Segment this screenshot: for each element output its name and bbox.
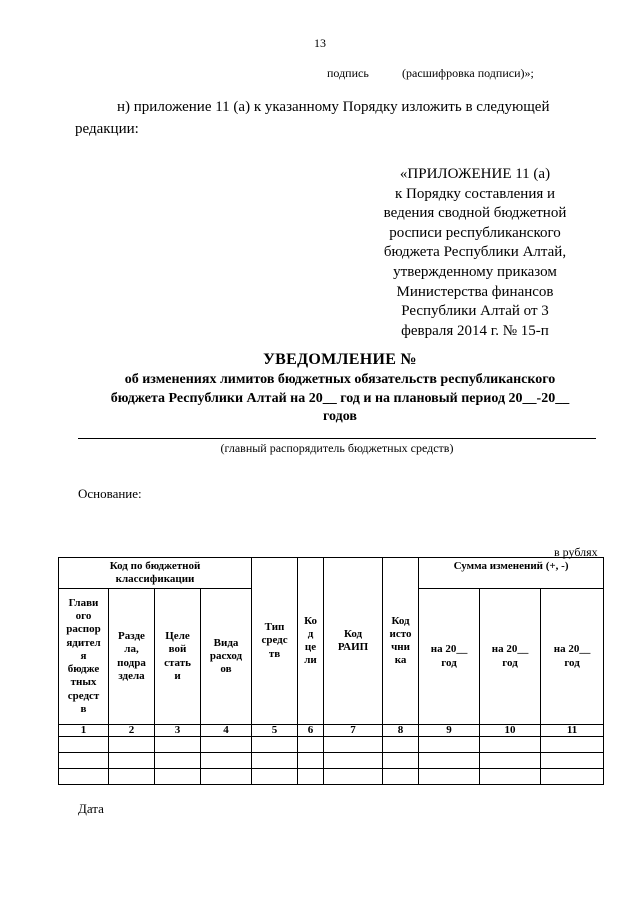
col-header-target-code: Ко д це ли <box>298 558 324 725</box>
notice-subtitle-line-1: об изменениях лимитов бюджетных обязательств республиканского <box>124 372 556 387</box>
appendix-line: февраля 2014 г. № 15-п <box>401 322 549 339</box>
table-cell <box>252 769 298 785</box>
table-cell <box>252 737 298 753</box>
table-row <box>59 737 604 753</box>
table-cell <box>109 753 155 769</box>
column-number: 7 <box>324 725 383 737</box>
table-cell <box>324 753 383 769</box>
column-number: 5 <box>252 725 298 737</box>
amendment-paragraph <box>75 96 605 140</box>
table-row <box>59 769 604 785</box>
col-header-year-3: на 20__ год <box>541 589 604 725</box>
notice-heading <box>70 349 610 427</box>
column-number: 6 <box>298 725 324 737</box>
table-cell <box>201 769 252 785</box>
table-cell <box>298 753 324 769</box>
appendix-line: Республики Алтай от 3 <box>401 303 549 320</box>
distributor-underline <box>78 438 596 439</box>
budget-changes-table <box>58 557 604 785</box>
table-row <box>59 753 604 769</box>
table-cell <box>541 769 604 785</box>
table-cell <box>383 753 419 769</box>
table-cell <box>59 737 109 753</box>
table-cell <box>201 737 252 753</box>
column-number: 1 <box>59 725 109 737</box>
date-label: Дата <box>78 801 104 816</box>
budget-code-group-header: Код по бюджетной классификации <box>59 558 252 589</box>
column-number: 11 <box>541 725 604 737</box>
appendix-line: ведения сводной бюджетной <box>383 205 567 222</box>
table-cell <box>480 769 541 785</box>
appendix-line: росписи республиканского <box>389 224 561 241</box>
table-cell <box>298 737 324 753</box>
table-cell <box>155 769 201 785</box>
table-cell <box>252 753 298 769</box>
appendix-line: бюджета Республики Алтай, <box>383 244 567 261</box>
column-number: 10 <box>480 725 541 737</box>
column-number: 8 <box>383 725 419 737</box>
col-header-section: Разде ла, подра здела <box>109 589 155 725</box>
page-number: 13 <box>314 36 326 50</box>
column-number: 2 <box>109 725 155 737</box>
amendment-line-1: н) приложение 11 (а) к указанному Порядку изложить в следующей <box>117 99 550 115</box>
col-header-year-1: на 20__ год <box>419 589 480 725</box>
col-header-chief-manager: Глави ого распор ядител я бюдже тных средст в <box>59 589 109 725</box>
col-header-target-article: Целе вой стать и <box>155 589 201 725</box>
notice-title: УВЕДОМЛЕНИЕ № <box>263 351 417 368</box>
appendix-line: «ПРИЛОЖЕНИЕ 11 (а) <box>399 166 551 182</box>
notice-subtitle-line-2: бюджета Республики Алтай на 20__ год и на плановый период 20__-20__ <box>110 390 570 406</box>
col-header-expense-type: Вида расход ов <box>201 589 252 725</box>
sum-changes-group-header: Сумма изменений (+, -) <box>419 558 604 589</box>
appendix-stamp <box>360 165 590 341</box>
table-cell <box>419 737 480 753</box>
signature-label: подпись <box>327 66 369 80</box>
col-header-source-code: Код исто чни ка <box>383 558 419 725</box>
table-cell <box>324 769 383 785</box>
column-number: 9 <box>419 725 480 737</box>
column-number: 4 <box>201 725 252 737</box>
table-cell <box>480 737 541 753</box>
col-header-funds-type: Тип средс тв <box>252 558 298 725</box>
appendix-line: утвержденному приказом <box>393 263 557 280</box>
table-cell <box>109 737 155 753</box>
table-cell <box>541 753 604 769</box>
signature-decoding-label: (расшифровка подписи)»; <box>402 66 534 80</box>
table-cell <box>59 753 109 769</box>
table-cell <box>109 769 155 785</box>
notice-subtitle-line-3: годов <box>323 409 357 424</box>
table-cell <box>419 753 480 769</box>
table-cell <box>419 769 480 785</box>
col-header-year-2: на 20__ год <box>480 589 541 725</box>
table-cell <box>383 737 419 753</box>
distributor-caption: (главный распорядитель бюджетных средств) <box>220 441 454 455</box>
table-cell <box>155 737 201 753</box>
table-cell <box>324 737 383 753</box>
table-cell <box>201 753 252 769</box>
amendment-line-2: редакции: <box>75 121 139 137</box>
table-cell <box>541 737 604 753</box>
column-number: 3 <box>155 725 201 737</box>
appendix-line: к Порядку составления и <box>394 185 556 202</box>
col-header-raip-code: Код РАИП <box>324 558 383 725</box>
basis-label: Основание: <box>78 486 142 501</box>
table-cell <box>155 753 201 769</box>
appendix-line: Министерства финансов <box>396 283 554 300</box>
units-label: в рублях <box>554 545 598 559</box>
table-cell <box>480 753 541 769</box>
table-cell <box>59 769 109 785</box>
table-cell <box>298 769 324 785</box>
column-number-row <box>59 725 604 737</box>
table-cell <box>383 769 419 785</box>
